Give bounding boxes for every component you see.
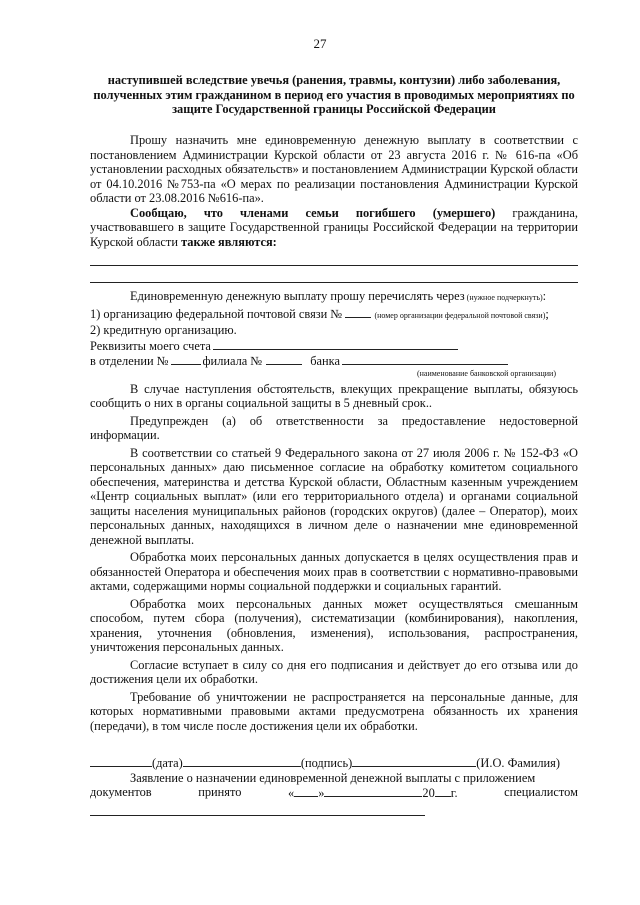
quote-close: » [318, 786, 325, 800]
family-text: гражданина, участвовавшего в защите Государственной границы Российской Федерации на территории Курской области [90, 205, 578, 249]
accepted-paragraph: Заявление о назначении единовременной денежной выплаты с приложением [130, 770, 536, 785]
postal-number-field[interactable] [345, 306, 371, 318]
processing-paragraph: Обработка моих персональных данных допускается в целях осуществления прав и обязанностей Оператора и обеспечения моих прав в соответствии с нормативно-правовыми актами, содержащими нормы социальной поддержки и социальных гарантий. [90, 550, 578, 593]
signature-field[interactable] [183, 755, 301, 767]
warned-paragraph: Предупрежден (а) об ответственности за предоставление недостоверной информации. [90, 413, 578, 442]
consent-paragraph: В соответствии со статьей 9 Федерального закона от 27 июля 2006 г. № 152-ФЗ «О персональных данных» даю письменное согласие на обработку комитетом социального обеспечения, материнства и детства Курской области, Областным казенным учреждением «Центр социальных выплат» (или его территориального отдела) и органами социальной защиты населения муниципальных районов (городских округов) (далее – Оператор), моих персональных данных, находящихся в личном деле о назначении мне единовременной денежной выплаты. [90, 445, 578, 547]
day-field[interactable] [294, 785, 318, 797]
signature-caption: (подпись) [300, 756, 353, 770]
methods-paragraph: Обработка моих персональных данных может осуществляться смешанным способом, путем сбора (получения), систематизации (комбинирования), накопления, хранения, уточнения (обновления, изменения), использования, распространения, уничтожения персональных данных. [90, 596, 578, 654]
family-bold-tail: также являются: [181, 234, 277, 249]
document-title: наступившей вследствие увечья (ранения, травмы, контузии) либо заболевания, полученных этим гражданином в период его участия в проводимых мероприятиях по защите Государственной границы Российской Федерации [93, 73, 575, 116]
accepted-docs: документов [90, 785, 152, 799]
payment-method-text: Единовременную денежную выплату прошу перечислять через [130, 289, 465, 303]
date-caption: (дата) [152, 756, 183, 770]
page-number: 27 [313, 36, 327, 51]
circumstances-paragraph: В случае наступления обстоятельств, влекущих прекращение выплаты, обязуюсь сообщить о них в органы социальной защиты в 5 дневный срок.. [90, 381, 578, 410]
quote-open: « [287, 786, 295, 800]
specialist-field[interactable] [90, 801, 425, 816]
family-paragraph [90, 206, 578, 250]
option-postal-label: 1) организацию федеральной почтовой связи № [90, 306, 346, 321]
bank-name-field[interactable] [342, 353, 508, 365]
family-blank-line-1[interactable] [90, 249, 578, 266]
bank-caption: (наименование банковской организации) [416, 368, 556, 378]
payment-method-note: (нужное подчеркнуть) [464, 293, 543, 302]
request-paragraph: Прошу назначить мне единовременную денежную выплату в соответствии с постановлением Администрации Курской области от 23 августа 2016 г. № 616-па «Об установлении расходных обязательств» и постановлением Администрации Курской области от 04.10.2016 №753-па «О мерах по реализации постановления Администрации Курской области от 23.08.2016 №616-па». [90, 133, 578, 205]
year-prefix: 20 [422, 786, 435, 800]
family-bold-lead: Сообщаю, что членами семьи погибшего (умершего) [130, 205, 496, 220]
payment-method-paragraph [90, 289, 578, 306]
accepted-word: принято [198, 785, 242, 799]
bank-label: банка [310, 354, 340, 368]
signature-row [90, 755, 578, 771]
validity-paragraph: Согласие вступает в силу со дня его подписания и действует до его отзыва или до достижения цели их обработки. [90, 657, 578, 686]
branch-row [90, 353, 510, 369]
year-suffix: г. [450, 786, 458, 800]
account-row [90, 338, 460, 354]
date-field[interactable] [90, 755, 152, 767]
option-postal [90, 306, 578, 324]
year-field[interactable] [435, 785, 451, 797]
destruction-paragraph: Требование об уничтожении не распространяется на персональные данные, для которых нормативными правовыми актами предусмотрена обязанность их хранения (передачи), в том числе после достижения цели их обработки. [90, 689, 578, 733]
account-field[interactable] [213, 338, 458, 350]
accepted-by: специалистом [504, 785, 578, 799]
branch-label: в отделении № [90, 354, 169, 368]
branch-number-field[interactable] [171, 353, 201, 365]
accepted-row [90, 785, 578, 801]
document-body [90, 133, 578, 816]
account-label: Реквизиты моего счета [90, 338, 211, 353]
filial-label: филиала № [202, 354, 263, 368]
option-postal-note: (номер организации федеральной почтовой связи) [374, 310, 546, 320]
option-postal-end: ; [545, 306, 549, 321]
filial-number-field[interactable] [266, 353, 302, 365]
accepted-date [288, 785, 458, 801]
family-blank-line-2[interactable] [90, 266, 578, 283]
name-field[interactable] [352, 755, 476, 767]
option-bank: 2) кредитную организацию. [90, 323, 237, 337]
name-caption: (И.О. Фамилия) [476, 756, 560, 770]
payment-method-colon: : [542, 289, 547, 303]
month-field[interactable] [324, 785, 422, 797]
